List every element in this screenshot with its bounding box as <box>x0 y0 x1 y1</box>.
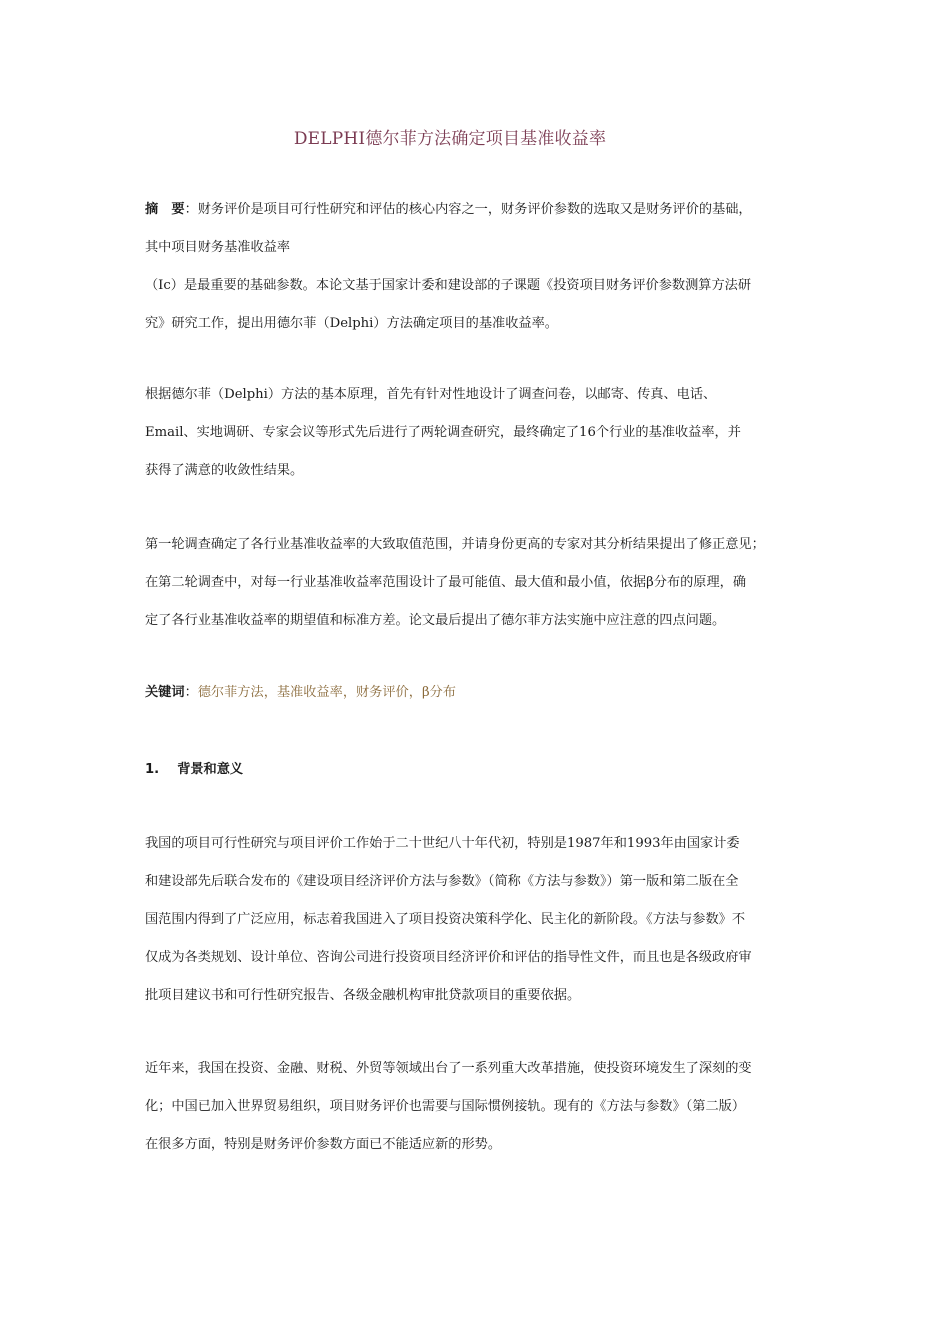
paragraph-line: 我国的项目可行性研究与项目评价工作始于二十世纪八十年代初，特别是1987年和1993年由国家计委 <box>145 836 740 851</box>
keyword-separator: ， <box>408 685 422 700</box>
paragraph-line: 批项目建议书和可行性研究报告、各级金融机构审批贷款项目的重要依据。 <box>145 988 581 1003</box>
abstract-section <box>145 191 815 343</box>
paragraph-line: 化；中国已加入世界贸易组织，项目财务评价也需要与国际惯例接轨。现有的《方法与参数》（第二版） <box>145 1099 746 1114</box>
paragraph-line: 根据德尔菲（Delphi）方法的基本原理，首先有针对性地设计了调查问卷，以邮寄、传真、电话、 <box>145 387 717 402</box>
paragraph-line: 定了各行业基准收益率的期望值和标准方差。论文最后提出了德尔菲方法实施中应注意的四点问题。 <box>145 613 726 628</box>
abstract-line-3: （Ic）是最重要的基础参数。本论文基于国家计委和建设部的子课题《投资项目财务评价参数测算方法研 <box>145 278 752 293</box>
paragraph-rounds <box>145 526 815 640</box>
paragraph-line: 第一轮调查确定了各行业基准收益率的大致取值范围，并请身份更高的专家对其分析结果提出了修正意见； <box>145 537 765 552</box>
paragraph-line: 国范围内得到了广泛应用，标志着我国进入了项目投资决策科学化、民主化的新阶段。《方法与参数》不 <box>145 912 746 927</box>
keywords-line <box>145 674 815 712</box>
paragraph-line: Email、实地调研、专家会议等形式先后进行了两轮调查研究，最终确定了16个行业的基准收益率，并 <box>145 425 741 440</box>
keywords-colon: ： <box>184 685 198 700</box>
paragraph-line: 仅成为各类规划、设计单位、咨询公司进行投资项目经济评价和评估的指导性文件，而且也是各级政府审 <box>145 950 752 965</box>
keyword-separator: ， <box>342 685 356 700</box>
paragraph-line: 和建设部先后联合发布的《建设项目经济评价方法与参数》（简称《方法与参数》）第一版和第二版在全 <box>145 874 739 889</box>
section-heading-line <box>145 751 815 789</box>
paragraph-line: 近年来，我国在投资、金融、财税、外贸等领域出台了一系列重大改革措施，使投资环境发生了深刻的变 <box>145 1061 752 1076</box>
section-number: 1. <box>145 762 160 777</box>
paragraph-method <box>145 376 815 490</box>
abstract-colon: ： <box>184 202 198 217</box>
keyword-separator: ， <box>263 685 277 700</box>
document-title: DELPHI德尔菲方法确定项目基准收益率 <box>293 129 607 149</box>
keywords-label: 关键词 <box>145 685 185 700</box>
section-title: 背景和意义 <box>177 762 244 777</box>
keywords-section <box>145 674 815 712</box>
paragraph-recent <box>145 1050 815 1164</box>
keyword: 基准收益率 <box>276 685 343 700</box>
paragraph-background <box>145 825 815 1015</box>
paragraph-line: 在第二轮调查中，对每一行业基准收益率范围设计了最可能值、最大值和最小值，依据β分布的原理，确 <box>145 575 747 590</box>
keyword: 德尔菲方法 <box>197 685 264 700</box>
abstract-label: 摘 要 <box>145 202 185 217</box>
keyword: β分布 <box>421 685 456 700</box>
abstract-line-1 <box>145 191 815 229</box>
abstract-line-4: 究》研究工作，提出用德尔菲（Delphi）方法确定项目的基准收益率。 <box>145 316 558 331</box>
abstract-line-2: 其中项目财务基准收益率 <box>145 240 291 255</box>
abstract-text-1: 财务评价是项目可行性研究和评估的核心内容之一，财务评价参数的选取又是财务评价的基础， <box>197 202 752 217</box>
section-heading <box>145 751 815 789</box>
paragraph-line: 在很多方面，特别是财务评价参数方面已不能适应新的形势。 <box>145 1137 502 1152</box>
keyword: 财务评价 <box>356 685 409 700</box>
paragraph-line: 获得了满意的收敛性结果。 <box>145 463 304 478</box>
